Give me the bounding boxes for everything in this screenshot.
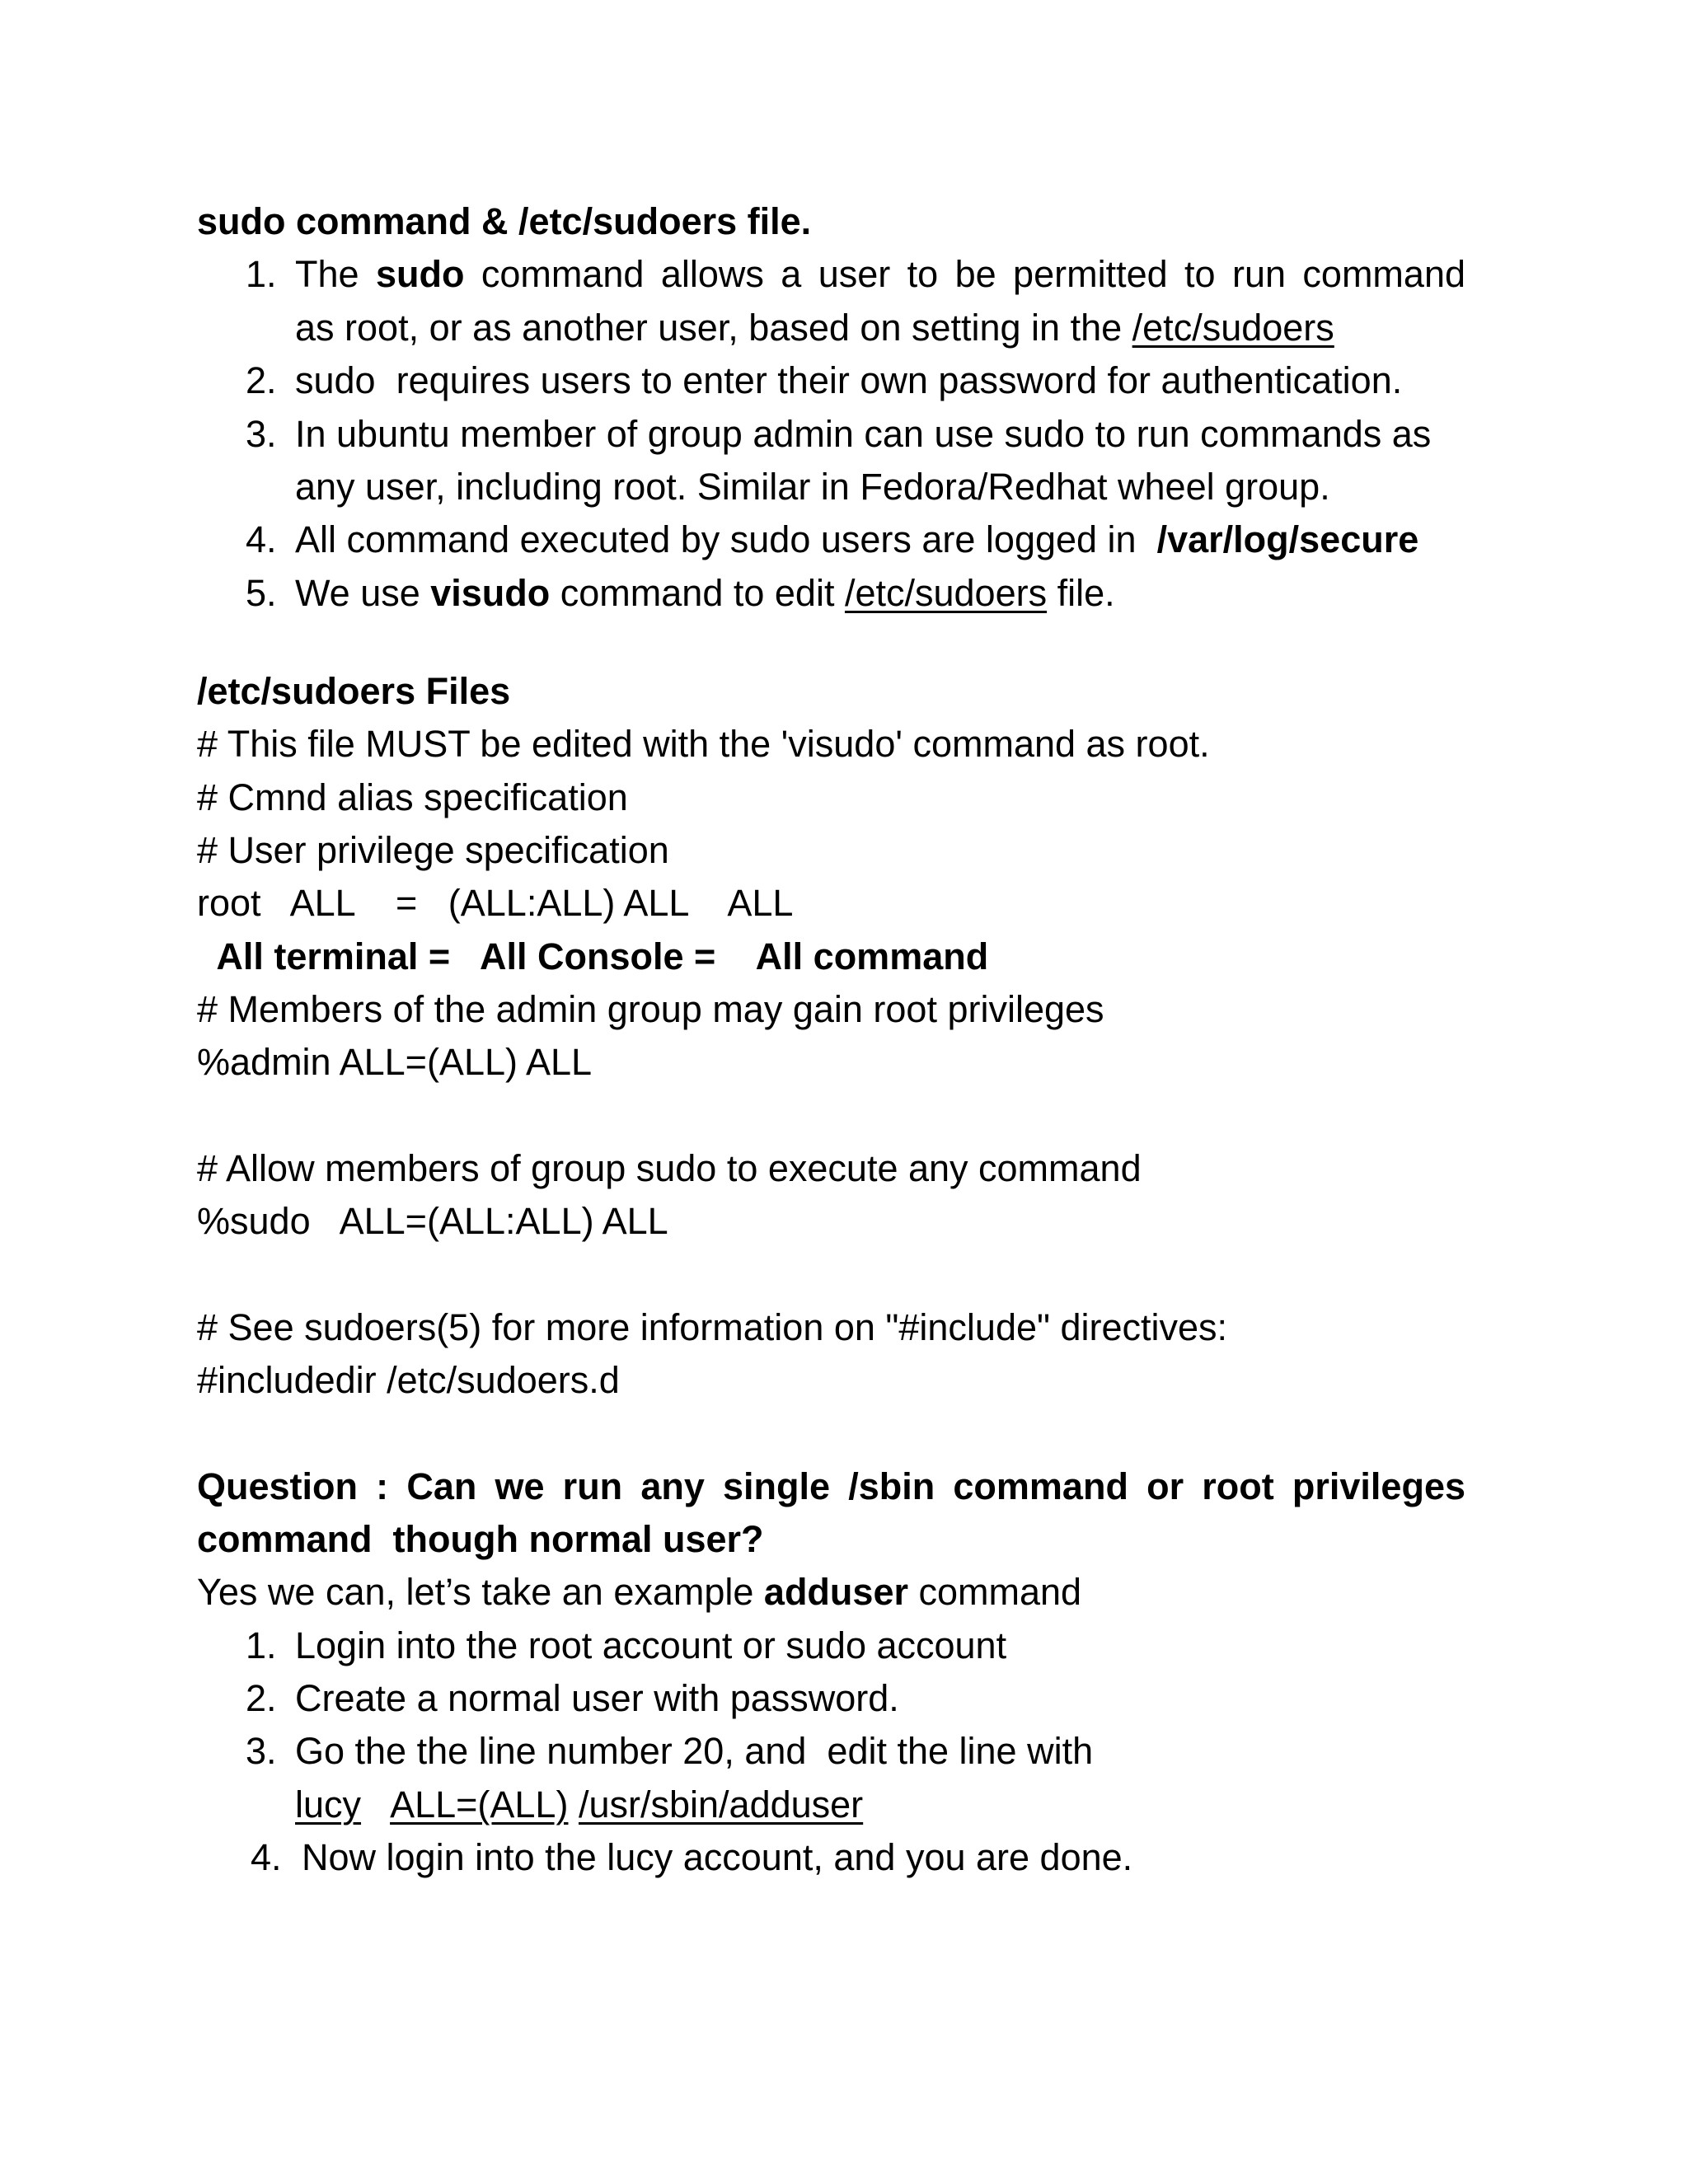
sudoers-path-link: /etc/sudoers — [1132, 307, 1334, 349]
section-heading-sudo: sudo command & /etc/sudoers file. — [197, 200, 812, 242]
list-item-1-line-2: as root, or as another user, based on setting in the /etc/sudoers — [295, 307, 1334, 349]
list-item-3-line-2: any user, including root. Similar in Fedora/Redhat wheel group. — [295, 466, 1330, 508]
step-item-3-line-1: Go the the line number 20, and edit the line with — [295, 1730, 1094, 1772]
list-number: 3. — [246, 1730, 277, 1772]
list-item-1-line-1: The sudo command allows a user to be permitted to run command — [295, 253, 1465, 295]
sudoers-command-field: /usr/sbin/adduser — [578, 1783, 864, 1825]
sudoers-user-field: lucy — [295, 1783, 362, 1825]
sudoers-line: %sudo ALL=(ALL:ALL) ALL — [197, 1200, 668, 1242]
list-item-3-line-1: In ubuntu member of group admin can use sudo to run commands as — [295, 413, 1432, 455]
list-number: 1. — [246, 1624, 277, 1666]
list-item-4: All command executed by sudo users are logged in /var/log/secure — [295, 518, 1419, 560]
sudoers-line: # This file MUST be edited with the 'visudo' command as root. — [197, 723, 1210, 765]
step-item-4: Now login into the lucy account, and you are done. — [302, 1836, 1133, 1878]
step-item-1: Login into the root account or sudo account — [295, 1624, 1007, 1666]
sudoers-line: root ALL = (ALL:ALL) ALL ALL — [197, 882, 794, 924]
sudoers-line: %admin ALL=(ALL) ALL — [197, 1041, 593, 1083]
step-item-2: Create a normal user with password. — [295, 1677, 899, 1719]
section-heading-sudoers-files: /etc/sudoers Files — [197, 670, 511, 712]
list-item-5: We use visudo command to edit /etc/sudoers file. — [295, 572, 1115, 614]
sudoers-line: # See sudoers(5) for more information on "#include" directives: — [197, 1306, 1228, 1348]
list-number: 3. — [246, 413, 277, 455]
sudoers-host-field: ALL=(ALL) — [390, 1783, 569, 1825]
step-item-3-line-2 — [295, 1783, 864, 1825]
sudoers-line: # User privilege specification — [197, 829, 669, 871]
sudoers-path-link: /etc/sudoers — [844, 572, 1048, 614]
sudoers-line: # Allow members of group sudo to execute any command — [197, 1147, 1142, 1189]
sudoers-line: #includedir /etc/sudoers.d — [197, 1359, 620, 1401]
list-number: 2. — [246, 359, 277, 401]
list-number: 5. — [246, 572, 277, 614]
answer-line: Yes we can, let’s take an example adduser command — [197, 1571, 1082, 1613]
sudoers-line: # Members of the admin group may gain root privileges — [197, 988, 1104, 1030]
list-item-2: sudo requires users to enter their own password for authentication. — [295, 359, 1403, 401]
sudoers-legend-line: All terminal = All Console = All command — [197, 935, 989, 977]
question-line-2: command though normal user? — [197, 1518, 764, 1560]
question-line-1: Question : Can we run any single /sbin command or root privileges — [197, 1465, 1465, 1507]
list-number: 1. — [246, 253, 277, 295]
list-number: 4. — [246, 518, 277, 560]
list-number: 4. — [251, 1836, 282, 1878]
list-number: 2. — [246, 1677, 277, 1719]
sudoers-line: # Cmnd alias specification — [197, 776, 628, 818]
